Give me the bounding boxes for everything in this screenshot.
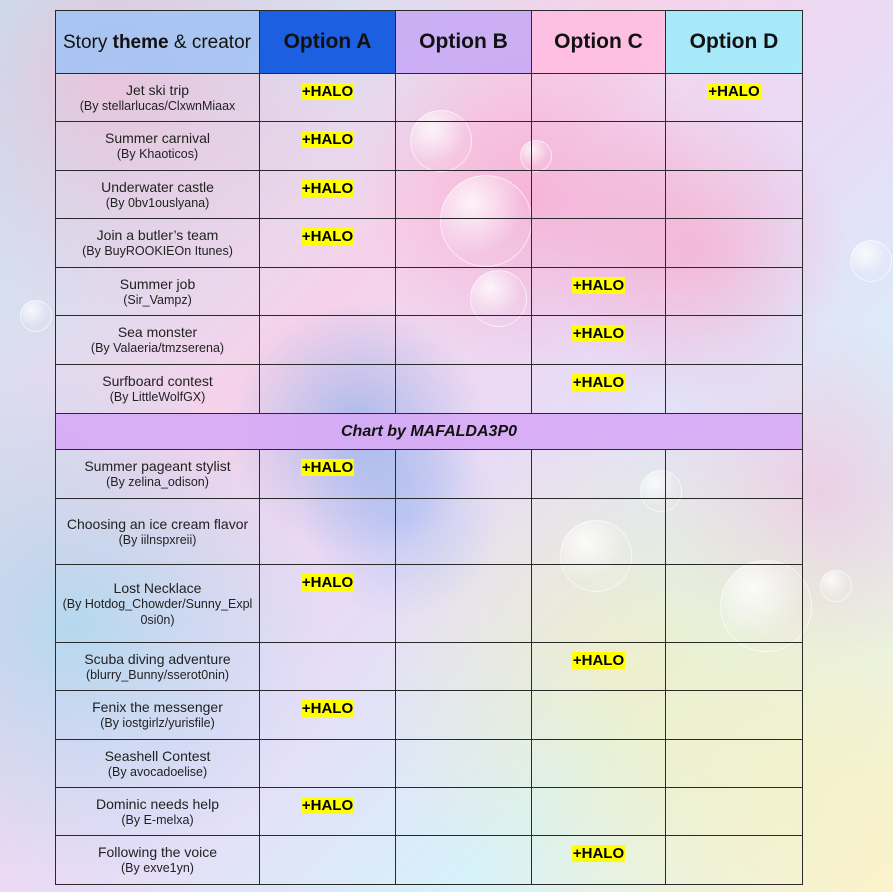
option-a-cell [260, 316, 396, 365]
option-a-cell [260, 450, 396, 499]
story-cell [56, 691, 260, 740]
story-creator: (By stellarlucas/ClxwnMiaax [79, 98, 236, 113]
story-title: Dominic needs help [96, 795, 219, 812]
option-b-cell [396, 499, 532, 565]
halo-badge: +HALO [572, 277, 625, 294]
option-b-cell [396, 740, 532, 788]
background-bubble [820, 570, 852, 602]
option-c-cell [532, 788, 666, 836]
story-title: Summer job [119, 275, 196, 292]
halo-badge: +HALO [301, 83, 354, 100]
option-b-cell [396, 836, 532, 885]
option-d-cell [666, 691, 803, 740]
option-c-cell [532, 499, 666, 565]
option-d-cell [666, 788, 803, 836]
story-creator: (By iilnspxreii) [118, 532, 197, 547]
option-d-cell [666, 74, 803, 122]
header-row [56, 11, 803, 74]
story-cell [56, 268, 260, 316]
table-row [56, 740, 803, 788]
background-bubble [20, 300, 52, 332]
option-d-cell [666, 122, 803, 171]
option-a-cell [260, 268, 396, 316]
chart-credit: Chart by MAFALDA3P0 [56, 414, 803, 450]
story-creator: (By BuyROOKIEOn Itunes) [82, 244, 233, 258]
option-d-cell [666, 836, 803, 885]
option-a-cell [260, 365, 396, 414]
table-row [56, 268, 803, 316]
story-cell [56, 499, 260, 565]
option-a-cell [260, 171, 396, 219]
halo-badge: +HALO [301, 797, 354, 814]
option-c-cell [532, 450, 666, 499]
halo-badge: +HALO [572, 374, 625, 391]
option-d-cell [666, 316, 803, 365]
story-creator: (By Hotdog_Chowder/Sunny_Expl0si0n) [62, 596, 253, 627]
option-b-cell [396, 450, 532, 499]
option-c-cell [532, 565, 666, 643]
halo-badge: +HALO [301, 459, 354, 476]
option-c-cell [532, 171, 666, 219]
option-d-cell [666, 268, 803, 316]
option-c-cell [532, 740, 666, 788]
story-cell [56, 565, 260, 643]
halo-badge: +HALO [301, 700, 354, 717]
story-cell [56, 74, 260, 122]
story-cell [56, 450, 260, 499]
story-creator: (By E-melxa) [121, 812, 194, 827]
table-row [56, 565, 803, 643]
story-title: Following the voice [97, 844, 218, 860]
option-a-cell [260, 74, 396, 122]
option-b-cell [396, 171, 532, 219]
story-theme-header: Story theme & creator [56, 11, 260, 74]
story-cell [56, 643, 260, 691]
option-b-cell [396, 219, 532, 268]
option-d-cell [666, 365, 803, 414]
option-b-cell [396, 316, 532, 365]
option-a-cell [260, 499, 396, 565]
story-title: Scuba diving adventure [84, 650, 231, 667]
halo-badge: +HALO [301, 228, 354, 245]
option-c-cell [532, 219, 666, 268]
story-title: Lost Necklace [113, 579, 202, 596]
story-cell [56, 740, 260, 788]
option-a-cell [260, 122, 396, 171]
halo-badge: +HALO [708, 83, 760, 100]
story-creator: (By 0bv1ouslyana) [105, 195, 210, 210]
halo-badge: +HALO [301, 180, 354, 197]
option-c-cell [532, 316, 666, 365]
table-row [56, 219, 803, 268]
story-cell [56, 316, 260, 365]
story-cell [56, 836, 260, 885]
story-cell [56, 122, 260, 171]
option-a-cell [260, 219, 396, 268]
story-title: Seashell Contest [104, 747, 211, 764]
table-row [56, 316, 803, 365]
option-c-cell [532, 643, 666, 691]
table-row [56, 122, 803, 171]
story-title: Summer carnival [104, 130, 211, 146]
story-title: Summer pageant stylist [84, 458, 231, 474]
story-title: Surfboard contest [102, 373, 213, 389]
option-c-cell [532, 691, 666, 740]
option-d-cell [666, 565, 803, 643]
banner-row [56, 414, 803, 450]
option-a-cell [260, 643, 396, 691]
halo-badge: +HALO [572, 325, 625, 342]
option-b-header: Option B [396, 11, 532, 74]
option-a-cell [260, 565, 396, 643]
option-c-cell [532, 122, 666, 171]
option-b-cell [396, 268, 532, 316]
option-d-cell [666, 171, 803, 219]
option-b-cell [396, 788, 532, 836]
table-row [56, 450, 803, 499]
story-creator: (By Khaoticos) [116, 147, 199, 161]
option-c-cell [532, 74, 666, 122]
option-b-cell [396, 643, 532, 691]
option-d-header: Option D [666, 11, 803, 74]
table-row [56, 171, 803, 219]
halo-badge: +HALO [572, 652, 625, 669]
story-cell [56, 219, 260, 268]
table-row [56, 788, 803, 836]
story-title: Underwater castle [101, 178, 214, 195]
story-creator: (By avocadoelise) [107, 764, 208, 779]
story-title: Join a butler’s team [96, 227, 219, 243]
story-title: Jet ski trip [125, 81, 189, 98]
option-d-cell [666, 219, 803, 268]
story-creator: (By exve1yn) [121, 861, 194, 875]
option-b-cell [396, 74, 532, 122]
option-c-cell [532, 268, 666, 316]
table-row [56, 499, 803, 565]
story-creator: (By zelina_odison) [106, 475, 209, 489]
table-row [56, 691, 803, 740]
story-title: Sea monster [117, 324, 198, 340]
option-c-cell [532, 365, 666, 414]
story-creator: (Sir_Vampz) [123, 292, 192, 307]
story-creator: (By LittleWolfGX) [109, 390, 206, 404]
option-c-cell [532, 836, 666, 885]
option-b-cell [396, 365, 532, 414]
option-d-cell [666, 450, 803, 499]
option-b-cell [396, 691, 532, 740]
story-creator: (blurry_Bunny/sserot0nin) [85, 667, 230, 682]
table-row [56, 836, 803, 885]
story-chart-table [55, 10, 803, 885]
option-b-cell [396, 122, 532, 171]
table-row [56, 643, 803, 691]
option-d-cell [666, 499, 803, 565]
table-row [56, 74, 803, 122]
story-creator: (By Valaeria/tmzserena) [90, 341, 225, 355]
option-a-cell [260, 740, 396, 788]
halo-badge: +HALO [301, 131, 354, 148]
option-b-cell [396, 565, 532, 643]
story-cell [56, 788, 260, 836]
background-bubble [850, 240, 892, 282]
halo-badge: +HALO [572, 845, 625, 862]
option-a-header: Option A [260, 11, 396, 74]
option-d-cell [666, 740, 803, 788]
story-cell [56, 365, 260, 414]
option-a-cell [260, 836, 396, 885]
option-d-cell [666, 643, 803, 691]
story-title: Choosing an ice cream flavor [66, 515, 249, 532]
table-row [56, 365, 803, 414]
story-title: Fenix the messenger [92, 699, 223, 715]
option-a-cell [260, 788, 396, 836]
option-a-cell [260, 691, 396, 740]
story-creator: (By iostgirlz/yurisfile) [100, 716, 215, 730]
story-cell [56, 171, 260, 219]
halo-badge: +HALO [301, 574, 354, 591]
option-c-header: Option C [532, 11, 666, 74]
